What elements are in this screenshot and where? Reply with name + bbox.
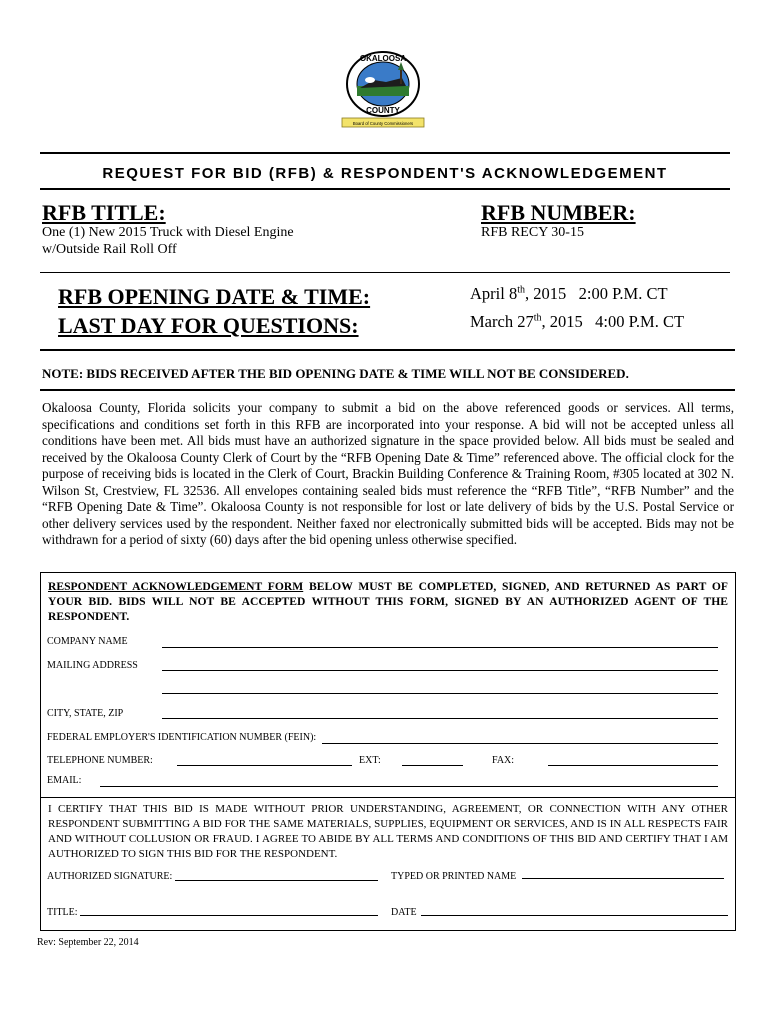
company-name-field[interactable] xyxy=(162,647,718,648)
city-state-zip-label: CITY, STATE, ZIP xyxy=(47,708,124,719)
county-seal-logo xyxy=(330,50,436,132)
revision-date: Rev: September 22, 2014 xyxy=(37,937,139,948)
typed-name-field[interactable] xyxy=(522,878,724,879)
acknowledgement-instructions xyxy=(48,579,728,624)
date-label: DATE xyxy=(391,907,417,918)
telephone-label: TELEPHONE NUMBER: xyxy=(47,755,153,766)
rfb-title-line2: w/Outside Rail Roll Off xyxy=(42,242,177,257)
last-questions-value: March 27th, 2015 4:00 P.M. CT xyxy=(470,312,685,331)
opening-date-label: RFB OPENING DATE & TIME: xyxy=(58,284,371,309)
title-label: TITLE: xyxy=(47,907,78,918)
title-field[interactable] xyxy=(80,915,378,916)
mailing-address-field-2[interactable] xyxy=(162,693,718,694)
fax-field[interactable] xyxy=(548,765,718,766)
mailing-address-label: MAILING ADDRESS xyxy=(47,660,138,671)
heading-rule xyxy=(40,188,730,190)
bottom-rule xyxy=(40,930,735,931)
document-heading: REQUEST FOR BID (RFB) & RESPONDENT'S ACKNOWLEDGEMENT xyxy=(102,165,668,182)
seal-bottom-text: COUNTY xyxy=(366,106,400,115)
city-state-zip-field[interactable] xyxy=(162,718,718,719)
ext-label: EXT: xyxy=(359,755,381,766)
section-rule-1 xyxy=(40,272,730,273)
certification-text: I CERTIFY THAT THIS BID IS MADE WITHOUT PRIOR UNDERSTANDING, AGREEMENT, OR CONNECTION WITH ANY OTHER RESPONDENT SUBMITTING A BID FOR THE SAME MATERIALS, SUPPLIES, EQUIPMENT OR SERVICES, AND IS IN ALL RESPECTS FAIR AND WITHOUT COLLUSION OR FRAUD. I AGREE TO ABIDE BY ALL TERMS AND CONDITIONS OF THIS BID AND CERTIFY THAT I AM AUTHORIZED TO SIGN THIS BID FOR THE RESPONDENT. xyxy=(48,803,728,860)
authorized-signature-field[interactable] xyxy=(175,880,378,881)
fax-label: FAX: xyxy=(492,755,515,766)
ext-field[interactable] xyxy=(402,765,463,766)
mailing-address-field[interactable] xyxy=(162,670,718,671)
seal-banner-text: Board of County Commissioners xyxy=(352,121,414,126)
authorized-signature-label: AUTHORIZED SIGNATURE: xyxy=(47,871,173,882)
certify-rule xyxy=(40,797,735,798)
fein-field[interactable] xyxy=(322,743,718,744)
solicitation-paragraph: Okaloosa County, Florida solicits your company to submit a bid on the above referenced goods or services. All terms, specifications and conditions set forth in this RFB are incorporated into your response. A bid will not be accepted unless all conditions have been met. All bids must have an authorized signature in the space provided below. All bids must be sealed and received by the Okaloosa County Clerk of Court by the “RFB Opening Date & Time” referenced above. The official clock for the purpose of receiving bids is located in the Clerk of Court, Brackin Building Conference & Training Room, #305 located at 302 N. Wilson St, Crestview, FL 32536. All envelopes containing sealed bids must reference the “RFB Title”, “RFB Number” and the “RFB Opening Date & Time”. Okaloosa County is not responsible for lost or late delivery of bids by the U.S. Postal Service or other delivery services used by the respondent. Neither faxed nor electronically submitted bids will be accepted. Bids may not be withdrawn for a period of sixty (60) days after the bid opening unless otherwise specified. xyxy=(42,400,734,547)
top-rule xyxy=(40,152,730,154)
date-field[interactable] xyxy=(421,915,728,916)
rfb-title-label: RFB TITLE: xyxy=(42,200,166,225)
section-rule-2 xyxy=(40,349,735,351)
typed-name-label: TYPED OR PRINTED NAME xyxy=(391,871,517,882)
company-name-label: COMPANY NAME xyxy=(47,636,128,647)
telephone-field[interactable] xyxy=(177,765,352,766)
fein-label: FEDERAL EMPLOYER'S IDENTIFICATION NUMBER (FEIN): xyxy=(47,732,317,743)
email-label: EMAIL: xyxy=(47,775,82,786)
rfb-number-value: RFB RECY 30-15 xyxy=(481,225,584,240)
seal-top-text: OKALOOSA xyxy=(359,54,407,63)
section-rule-3 xyxy=(40,389,735,391)
rfb-title-line1: One (1) New 2015 Truck with Diesel Engine xyxy=(42,225,294,240)
late-bid-note: NOTE: BIDS RECEIVED AFTER THE BID OPENING DATE & TIME WILL NOT BE CONSIDERED. xyxy=(42,366,629,381)
ack-form-title: RESPONDENT ACKNOWLEDGEMENT FORM xyxy=(48,580,304,593)
email-field[interactable] xyxy=(100,786,718,787)
ack-form-text: BELOW MUST BE COMPLETED, SIGNED, AND RETURNED AS PART OF YOUR BID. BIDS WILL NOT BE ACCEPTED WITHOUT THIS FORM, SIGNED BY AN AUTHORIZED AGENT OF THE RESPONDENT. xyxy=(48,580,729,623)
last-questions-label: LAST DAY FOR QUESTIONS: xyxy=(58,313,359,338)
opening-date-value: April 8th, 2015 2:00 P.M. CT xyxy=(470,284,668,303)
rfb-number-label: RFB NUMBER: xyxy=(481,200,636,225)
